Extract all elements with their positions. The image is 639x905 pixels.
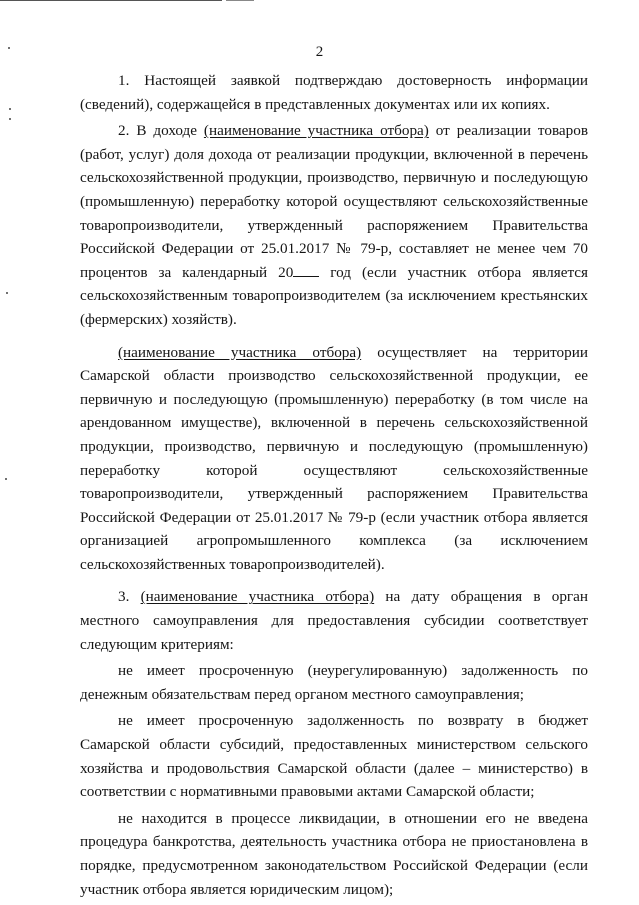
- criterion-2-text: не имеет просроченную задолженность по возврату в бюджет Самарской области субсидий, предоставленных министерством сельского хозяйства и продовольствия Самарской области (далее – министерство) в соответствии с нормативными правовыми актами Самарской области;: [80, 712, 588, 801]
- scan-speck: [5, 478, 7, 480]
- paragraph-2: [80, 119, 588, 331]
- scan-speck: [6, 292, 8, 294]
- document-body: [80, 69, 588, 901]
- paragraph-1: [80, 69, 588, 116]
- criterion-2: [80, 709, 588, 803]
- scan-speck: [9, 108, 11, 110]
- paragraph-4-body: на дату обращения в орган местного самоуправления для предоставления субсидии соответствует следующим критериям:: [80, 588, 589, 653]
- paragraph-4: [80, 585, 588, 656]
- page-number: 2: [315, 44, 324, 60]
- scan-top-rule-fragment: [226, 0, 254, 1]
- criterion-1-text: не имеет просроченную (неурегулированную) задолженность по денежным обязательствам перед органом местного самоуправления;: [80, 662, 588, 703]
- scan-speck: [9, 118, 11, 120]
- criterion-3-text: не находится в процессе ликвидации, в отношении его не введена процедура банкротства, деятельность участника отбора не приостановлена в порядке, предусмотренном законодательством Российской Федерации (если участник отбора является юридическим лицом);: [80, 809, 588, 898]
- paragraph-1-text: 1. Настоящей заявкой подтверждаю достоверность информации (сведений), содержащейся в представленных документах или их копиях.: [80, 72, 588, 113]
- paragraph-3-body: осуществляет на территории Самарской области производство сельскохозяйственной продукции, ее первичную и последующую (промышленную) переработку (в том числе на арендованном имуществе), включенной в перечень сельскохозяйственной продукции, производство, первичную и последующую (промышленную) переработку которой осуществляют сельскохозяйственные товаропроизводители, утвержденный распоряжением Правительства Российской Федерации от 25.01.2017 № 79-р (если участник отбора является организацией агропромышленного комплекса (за исключением сельскохозяйственных товаропроизводителей).: [80, 343, 589, 573]
- paragraph-2-lead: 2. В доходе: [118, 122, 204, 140]
- paragraph-4-lead: 3.: [118, 588, 141, 606]
- year-blank-field[interactable]: [293, 263, 319, 277]
- criterion-1: [80, 659, 588, 706]
- participant-name-placeholder: (наименование участника отбора): [203, 122, 429, 140]
- scan-top-rule: [0, 0, 222, 1]
- criterion-3: [80, 807, 588, 901]
- paragraph-2-body: от реализации товаров (работ, услуг) доля дохода от реализации продукции, включенной в перечень сельскохозяйственной продукции, производство, первичную и последующую (промышленную) переработку которой осуществляют сельскохозяйственные товаропроизводители, утвержденный распоряжением Правительства Российской Федерации от 25.01.2017 № 79-р, составляет не менее чем 70 процентов за календарный 20: [80, 122, 589, 281]
- paragraph-3: [80, 341, 588, 577]
- participant-name-placeholder: (наименование участника отбора): [118, 343, 362, 361]
- participant-name-placeholder: (наименование участника отбора): [140, 588, 375, 606]
- paragraph-2-tail: год (если участник отбора является сельскохозяйственным товаропроизводителем (за исключением крестьянских (фермерских) хозяйств).: [80, 263, 588, 328]
